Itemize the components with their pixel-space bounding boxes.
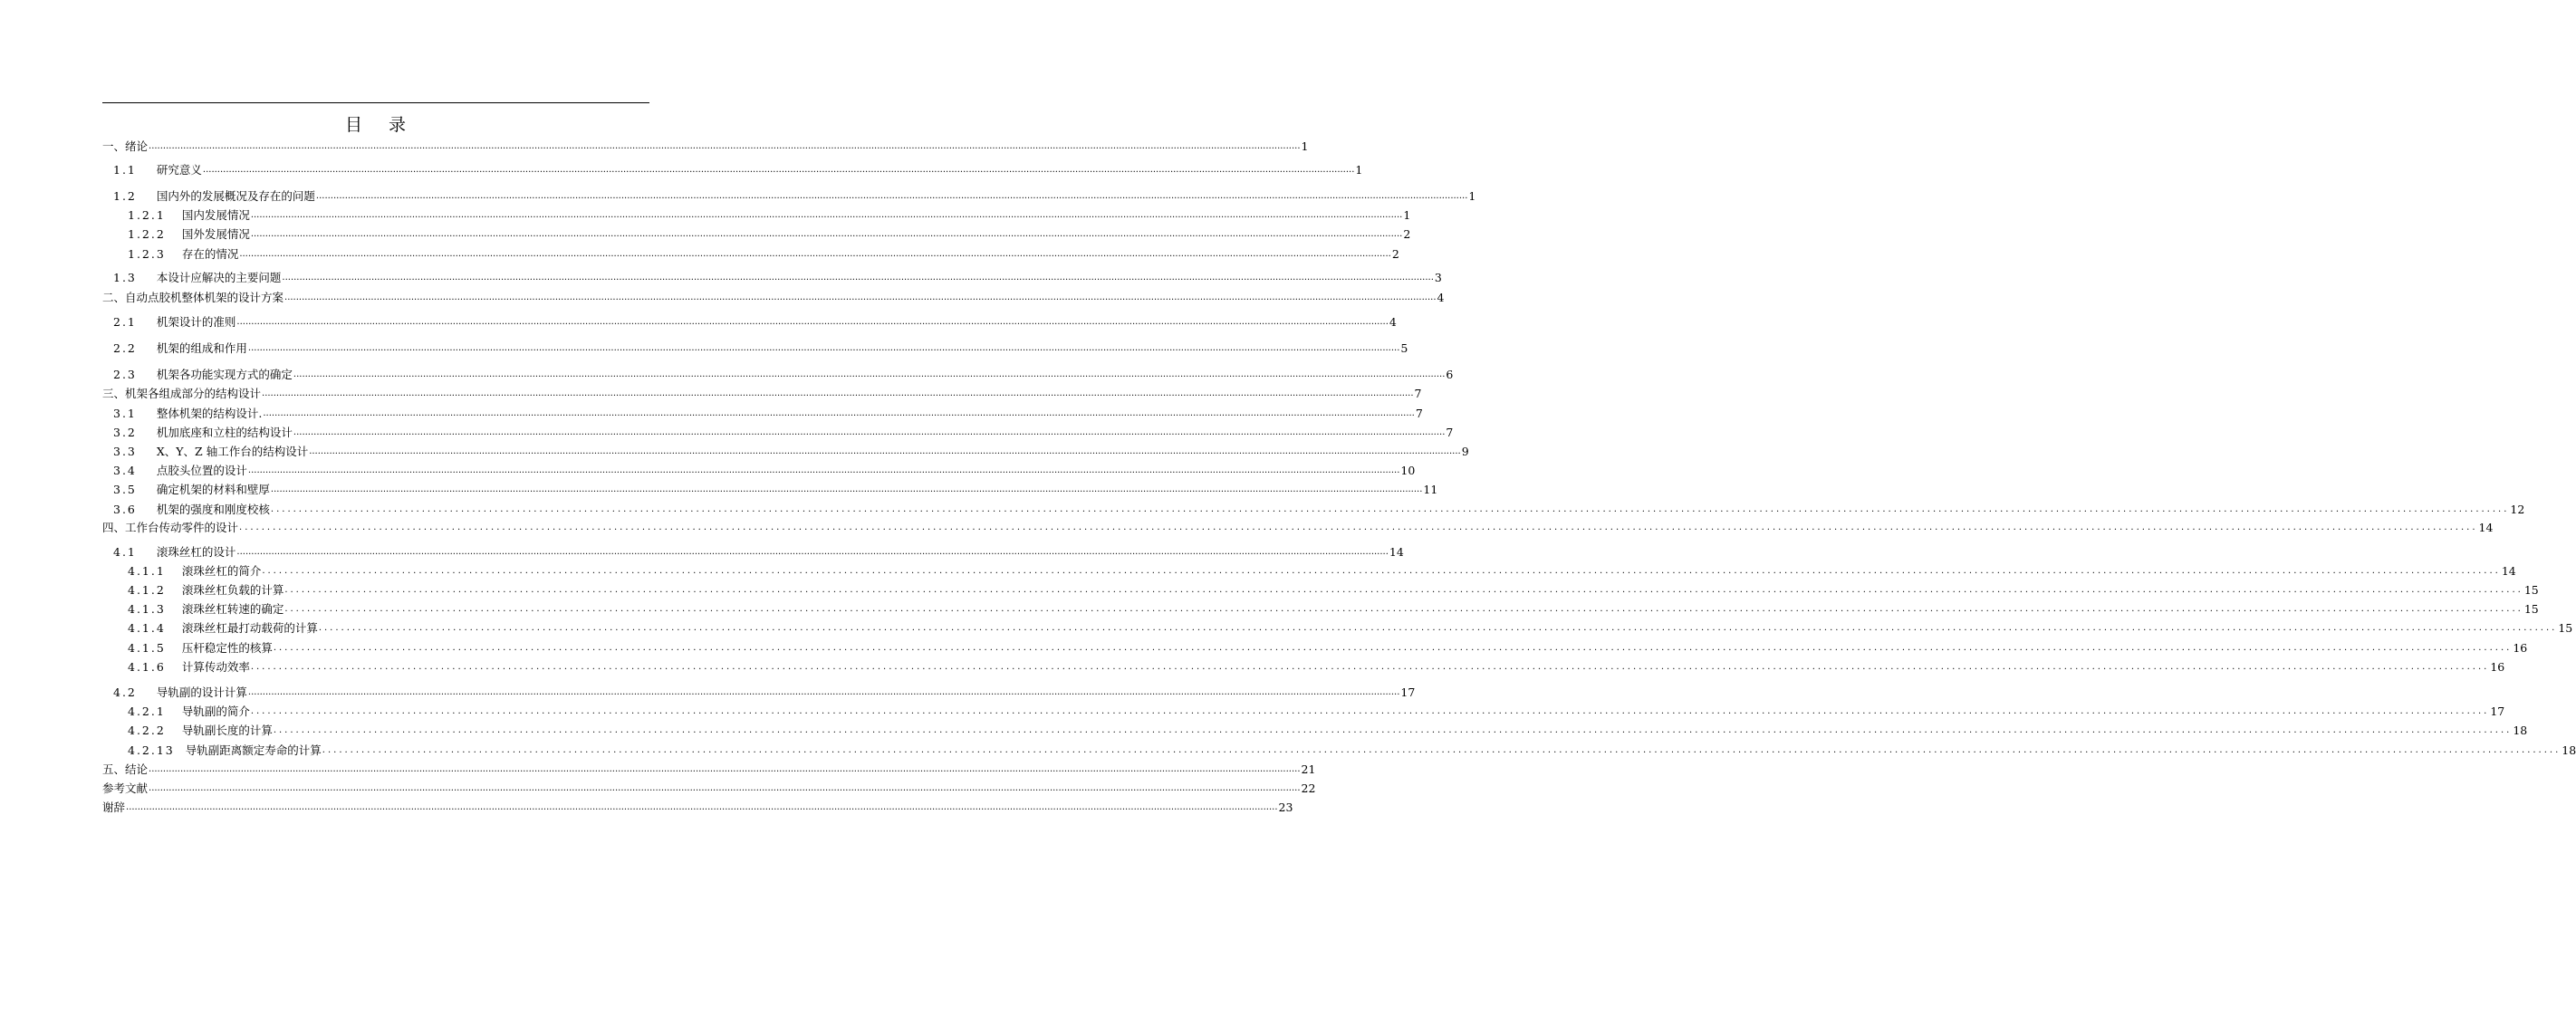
toc-entry-number: 4.1 xyxy=(113,545,137,559)
toc-entry[interactable] xyxy=(102,681,1416,699)
toc-entry-title: 机架的组成和作用 xyxy=(156,341,247,355)
toc-entry[interactable] xyxy=(102,598,2539,616)
toc-entry-page: 14 xyxy=(2478,521,2494,534)
toc-entry-title: 国内发展情况 xyxy=(181,208,250,222)
toc-entry[interactable] xyxy=(102,382,1422,400)
toc-entry-title: 滚珠丝杠转速的确定 xyxy=(181,602,284,616)
toc-entry-page: 16 xyxy=(2490,660,2505,674)
page-title xyxy=(102,111,649,136)
toc-entry-number: 4.1.2 xyxy=(128,583,166,597)
toc-leader-dots: ................................................................................................................................................................................................................................................................................................................................................................................................................ xyxy=(262,388,1414,398)
toc-leader-dots: ................................................................................................................................................................................................................................................................................................................................................................................................................ xyxy=(247,465,1400,475)
toc-entry-page: 7 xyxy=(1446,426,1454,439)
toc-entry-page: 14 xyxy=(1389,545,1404,559)
toc-entry[interactable] xyxy=(102,739,2576,757)
toc-entry-title: 五、结论 xyxy=(102,762,149,776)
toc-entry-title: 国内外的发展概况及存在的问题 xyxy=(156,189,315,203)
toc-entry[interactable] xyxy=(102,243,1399,261)
toc-entry-title: 滚珠丝杠的设计 xyxy=(156,545,236,559)
toc-entry-page: 2 xyxy=(1403,227,1411,241)
toc-entry-number: 3.4 xyxy=(113,464,137,477)
toc-entry-page: 1 xyxy=(1403,208,1411,222)
toc-entry-page: 6 xyxy=(1446,368,1454,381)
toc-entry-number: 3.3 xyxy=(113,445,137,458)
toc-entry-title: 机加底座和立柱的结构设计 xyxy=(156,426,293,439)
toc-leader-dots: ................................................................................................................................................................................................................................................................................................................................................................................................................ xyxy=(270,504,2510,514)
toc-entry[interactable] xyxy=(102,637,2528,655)
toc-leader-dots: ................................................................................................................................................................................................................................................................................................................................................................................................................ xyxy=(262,566,2501,576)
toc-entry-title: 压杆稳定性的核算 xyxy=(181,641,273,655)
toc-entry-number: 1.1 xyxy=(113,163,137,177)
toc-entry-number: 3.5 xyxy=(113,483,137,496)
toc-entry-page: 15 xyxy=(2558,621,2573,635)
toc-entry-title: 导轨副的简介 xyxy=(181,704,250,718)
toc-leader-dots: ................................................................................................................................................................................................................................................................................................................................................................................................................ xyxy=(250,210,1403,220)
toc-entry-title: 二、自动点胶机整体机架的设计方案 xyxy=(102,291,284,304)
toc-entry-page: 15 xyxy=(2523,602,2539,616)
toc-entry[interactable] xyxy=(102,498,2525,516)
toc-leader-dots: ................................................................................................................................................................................................................................................................................................................................................................................................................ xyxy=(149,141,1301,151)
toc-entry-page: 11 xyxy=(1423,483,1438,496)
toc-entry-title: 整体机架的结构设计. xyxy=(156,407,263,420)
toc-entry-number: 4.2.2 xyxy=(128,724,166,737)
toc-entry-number: 4.2 xyxy=(113,685,137,699)
toc-entry-page: 1 xyxy=(1355,163,1363,177)
toc-entry[interactable] xyxy=(102,478,1438,496)
toc-leader-dots: ................................................................................................................................................................................................................................................................................................................................................................................................................ xyxy=(247,687,1400,697)
toc-entry[interactable] xyxy=(102,135,1309,153)
toc-entry-number: 1.2 xyxy=(113,189,137,203)
toc-leader-dots: ................................................................................................................................................................................................................................................................................................................................................................................................................ xyxy=(284,604,2523,614)
toc-entry[interactable] xyxy=(102,796,1293,814)
toc-entry-title: 滚珠丝杠负载的计算 xyxy=(181,583,284,597)
toc-entry[interactable] xyxy=(102,700,2505,718)
toc-leader-dots: ................................................................................................................................................................................................................................................................................................................................................................................................................ xyxy=(250,662,2490,672)
toc-entry[interactable] xyxy=(102,719,2528,737)
toc-entry-page: 23 xyxy=(1278,800,1293,814)
toc-entry-number: 2.3 xyxy=(113,368,137,381)
toc-entry-title: 导轨副长度的计算 xyxy=(181,724,273,737)
toc-entry-page: 2 xyxy=(1391,247,1399,261)
toc-entry-title: 计算传动效率 xyxy=(181,660,250,674)
toc-entry-page: 18 xyxy=(2513,724,2528,737)
toc-leader-dots: ................................................................................................................................................................................................................................................................................................................................................................................................................ xyxy=(318,623,2558,633)
toc-entry-number: 1.2.2 xyxy=(128,227,166,241)
toc-entry[interactable] xyxy=(102,286,1445,304)
toc-leader-dots: ................................................................................................................................................................................................................................................................................................................................................................................................................ xyxy=(236,317,1389,327)
toc-entry-title: 机架的强度和刚度校核 xyxy=(156,503,270,516)
toc-entry-title: 滚珠丝杠的简介 xyxy=(181,564,262,578)
toc-entry-number: 1.3 xyxy=(113,271,137,284)
toc-leader-dots: ................................................................................................................................................................................................................................................................................................................................................................................................................ xyxy=(250,706,2490,716)
toc-leader-dots: ................................................................................................................................................................................................................................................................................................................................................................................................................ xyxy=(322,745,2562,755)
toc-entry-title: 导轨副的设计计算 xyxy=(156,685,247,699)
toc-leader-dots: ................................................................................................................................................................................................................................................................................................................................................................................................................ xyxy=(149,783,1301,793)
toc-leader-dots: ................................................................................................................................................................................................................................................................................................................................................................................................................ xyxy=(293,369,1446,379)
toc-entry[interactable] xyxy=(102,777,1316,795)
toc-entry-title: 一、绪论 xyxy=(102,139,149,153)
toc-entry-page: 17 xyxy=(1400,685,1416,699)
toc-leader-dots: ................................................................................................................................................................................................................................................................................................................................................................................................................ xyxy=(236,547,1389,557)
toc-leader-dots: ................................................................................................................................................................................................................................................................................................................................................................................................................ xyxy=(126,802,1278,812)
title-char-1: 目 xyxy=(344,115,363,135)
toc-leader-dots: ................................................................................................................................................................................................................................................................................................................................................................................................................ xyxy=(273,725,2513,735)
toc-leader-dots: ................................................................................................................................................................................................................................................................................................................................................................................................................ xyxy=(239,522,2478,532)
toc-entry-title: 四、工作台传动零件的设计 xyxy=(102,521,239,534)
toc-entry[interactable] xyxy=(102,204,1411,222)
toc-entry-title: 谢辞 xyxy=(102,800,126,814)
toc-entry-number: 1.2.1 xyxy=(128,208,166,222)
toc-entry-title: 参考文献 xyxy=(102,781,149,795)
toc-leader-dots: ................................................................................................................................................................................................................................................................................................................................................................................................................ xyxy=(239,249,1391,259)
toc-entry[interactable] xyxy=(102,758,1316,776)
toc-entry-number: 3.2 xyxy=(113,426,137,439)
toc-entry-title: 确定机架的材料和壁厚 xyxy=(156,483,270,496)
toc-entry[interactable] xyxy=(102,421,1454,439)
toc-leader-dots: ................................................................................................................................................................................................................................................................................................................................................................................................................ xyxy=(282,273,1434,283)
toc-leader-dots: ................................................................................................................................................................................................................................................................................................................................................................................................................ xyxy=(202,165,1355,175)
toc-leader-dots: ................................................................................................................................................................................................................................................................................................................................................................................................................ xyxy=(293,427,1446,437)
toc-leader-dots: ................................................................................................................................................................................................................................................................................................................................................................................................................ xyxy=(273,643,2513,653)
toc-entry[interactable] xyxy=(102,337,1408,355)
toc-entry-page: 17 xyxy=(2490,704,2505,718)
toc-entry[interactable] xyxy=(102,185,1476,203)
toc-entry-title: 机架设计的准则 xyxy=(156,315,236,329)
toc-entry-title: 三、机架各组成部分的结构设计 xyxy=(102,387,262,400)
toc-entry[interactable] xyxy=(102,223,1411,241)
title-char-2: 录 xyxy=(389,115,408,135)
toc-leader-dots: ................................................................................................................................................................................................................................................................................................................................................................................................................ xyxy=(284,292,1437,302)
toc-leader-dots: ................................................................................................................................................................................................................................................................................................................................................................................................................ xyxy=(263,408,1415,418)
toc-entry[interactable] xyxy=(102,363,1454,381)
toc-entry-title: 国外发展情况 xyxy=(181,227,250,241)
toc-entry-page: 15 xyxy=(2523,583,2539,597)
toc-entry-number: 2.2 xyxy=(113,341,137,355)
toc-entry-number: 4.1.1 xyxy=(128,564,166,578)
toc-entry-page: 7 xyxy=(1415,407,1423,420)
toc-entry-page: 9 xyxy=(1461,445,1469,458)
toc-entry-number: 4.1.6 xyxy=(128,660,166,674)
header-rule xyxy=(102,102,649,103)
toc-entry-number: 4.2.1 xyxy=(128,704,166,718)
toc-entry[interactable] xyxy=(102,516,2494,534)
toc-entry-page: 4 xyxy=(1437,291,1445,304)
toc-entry[interactable] xyxy=(102,617,2573,635)
toc-entry[interactable] xyxy=(102,158,1363,177)
toc-entry-page: 4 xyxy=(1389,315,1397,329)
toc-entry-page: 18 xyxy=(2562,743,2576,757)
toc-entry-number: 4.1.3 xyxy=(128,602,166,616)
toc-leader-dots: ................................................................................................................................................................................................................................................................................................................................................................................................................ xyxy=(270,484,1423,494)
toc-entry-page: 16 xyxy=(2513,641,2528,655)
toc-entry-page: 10 xyxy=(1400,464,1416,477)
toc-entry[interactable] xyxy=(102,579,2539,597)
toc-leader-dots: ................................................................................................................................................................................................................................................................................................................................................................................................................ xyxy=(247,343,1400,353)
toc-entry[interactable] xyxy=(102,459,1416,477)
toc-entry[interactable] xyxy=(102,656,2505,674)
toc-entry-page: 3 xyxy=(1434,271,1442,284)
toc-entry-number: 4.1.5 xyxy=(128,641,166,655)
toc-entry-title: 点胶头位置的设计 xyxy=(156,464,247,477)
toc-entry[interactable] xyxy=(102,560,2516,578)
toc-leader-dots: ................................................................................................................................................................................................................................................................................................................................................................................................................ xyxy=(284,585,2523,595)
toc-entry-title: 本设计应解决的主要问题 xyxy=(156,271,282,284)
toc-leader-dots: ................................................................................................................................................................................................................................................................................................................................................................................................................ xyxy=(149,764,1301,774)
toc-entry[interactable] xyxy=(102,541,1404,559)
toc-entry-number: 3.1 xyxy=(113,407,137,420)
toc-entry-title: 导轨副距离额定寿命的计算 xyxy=(185,743,322,757)
toc-entry-number: 4.1.4 xyxy=(128,621,166,635)
toc-entry-number: 1.2.3 xyxy=(128,247,166,261)
toc-entry-title: 存在的情况 xyxy=(181,247,239,261)
toc-leader-dots: ................................................................................................................................................................................................................................................................................................................................................................................................................ xyxy=(250,229,1403,239)
toc-entry-number: 4.2.13 xyxy=(128,743,175,757)
toc-entry-title: 滚珠丝杠最打动载荷的计算 xyxy=(181,621,318,635)
toc-entry-page: 21 xyxy=(1301,762,1316,776)
toc-leader-dots: ................................................................................................................................................................................................................................................................................................................................................................................................................ xyxy=(315,191,1468,201)
toc-entry-page: 1 xyxy=(1468,189,1476,203)
toc-entry-title: X、Y、Z 轴工作台的结构设计 xyxy=(156,445,309,458)
toc-entry-page: 1 xyxy=(1301,139,1309,153)
toc-entry-number: 3.6 xyxy=(113,503,137,516)
toc-entry-page: 14 xyxy=(2501,564,2516,578)
toc-entry[interactable] xyxy=(102,402,1423,420)
toc-entry[interactable] xyxy=(102,440,1469,458)
toc-entry-title: 机架各功能实现方式的确定 xyxy=(156,368,293,381)
toc-entry-page: 22 xyxy=(1301,781,1316,795)
toc-entry-page: 7 xyxy=(1414,387,1422,400)
toc-entry[interactable] xyxy=(102,311,1397,329)
toc-entry-title: 研究意义 xyxy=(156,163,202,177)
toc-entry-number: 2.1 xyxy=(113,315,137,329)
toc-entry-page: 5 xyxy=(1400,341,1408,355)
toc-leader-dots: ................................................................................................................................................................................................................................................................................................................................................................................................................ xyxy=(309,446,1461,456)
toc-entry[interactable] xyxy=(102,266,1442,284)
toc-entry-page: 12 xyxy=(2510,503,2525,516)
